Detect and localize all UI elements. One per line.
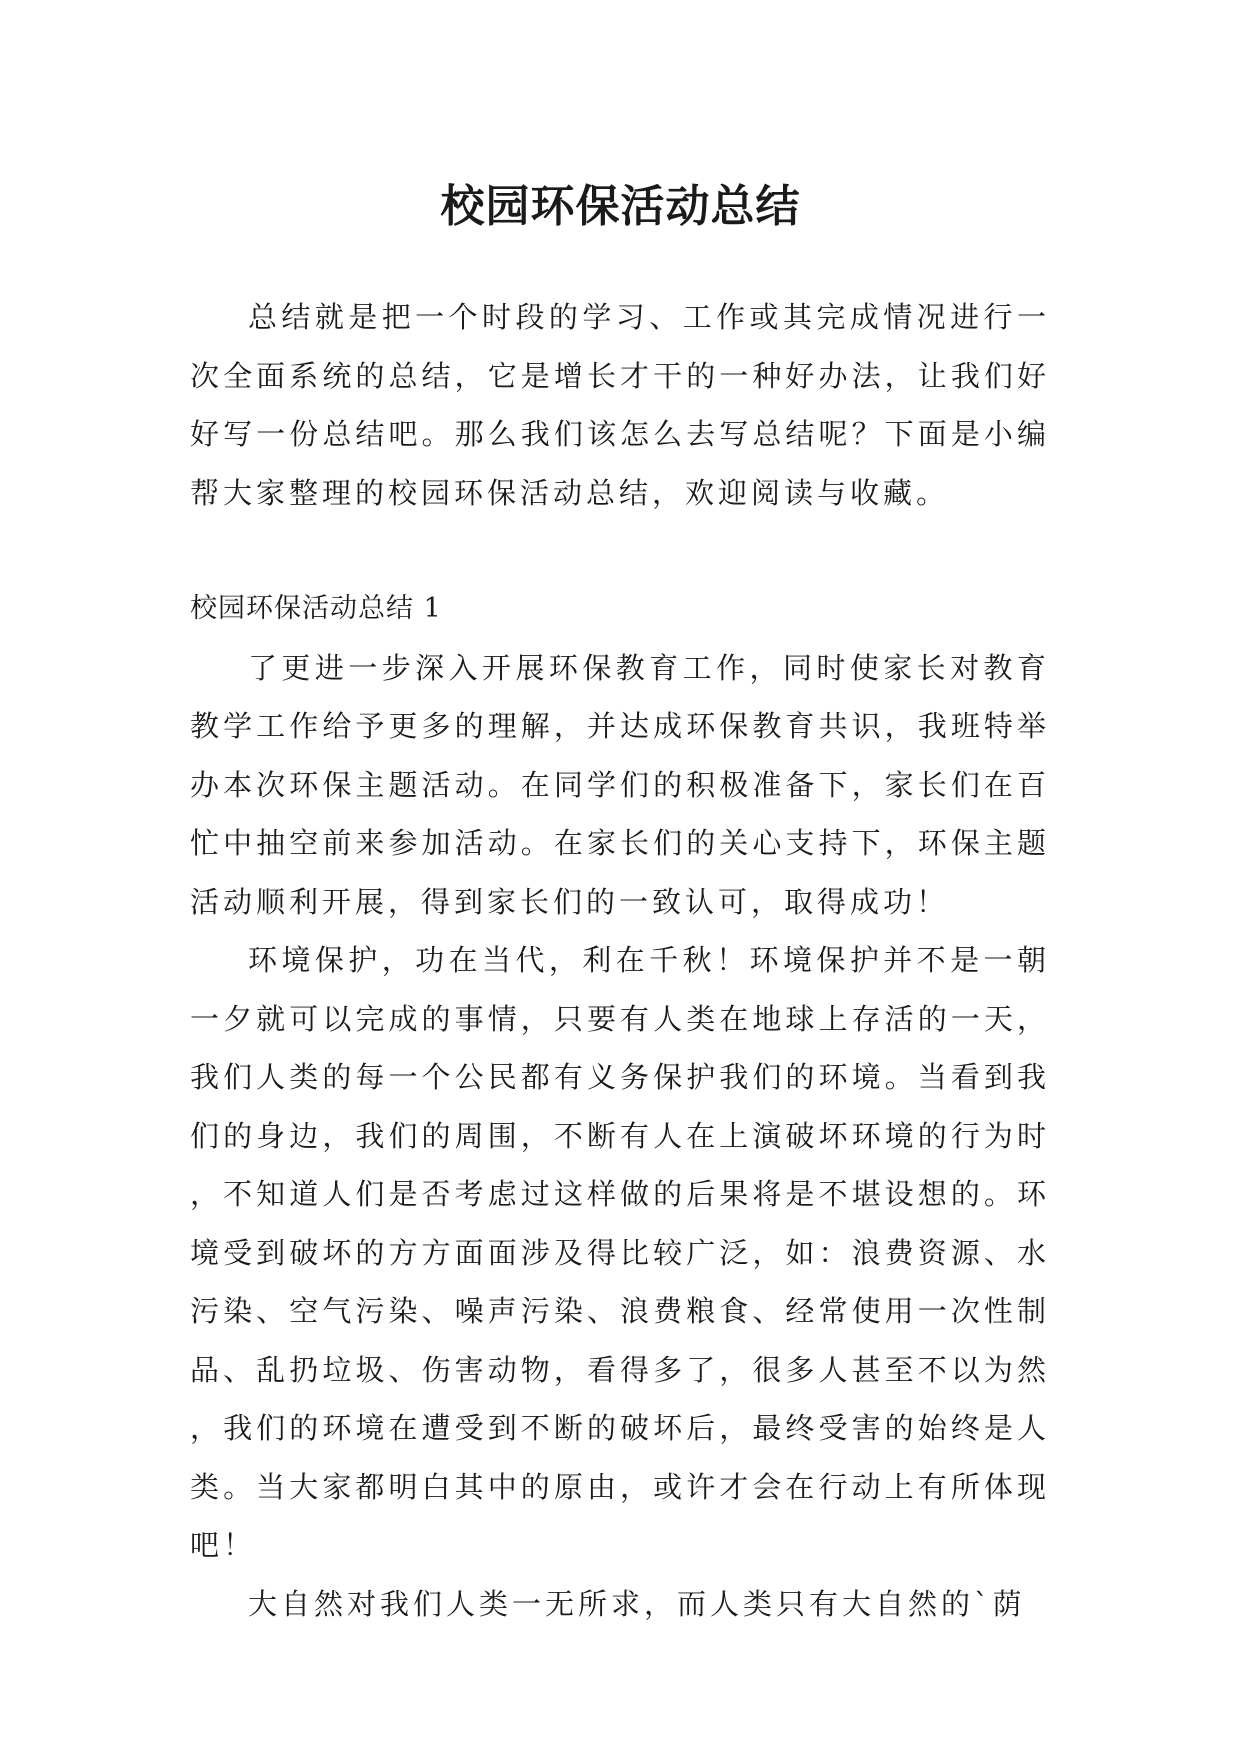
document-title: 校园环保活动总结 [440, 181, 801, 233]
section-paragraph-1: 了更进一步深入开展环保教育工作，同时使家长对教育教学工作给予更多的理解，并达成环保教育共识，我班特举办本次环保主题活动。在同学们的积极准备下，家长们在百忙中抽空前来参加活动。在家长们的关心支持下，环保主题活动顺利开展，得到家长们的一致认可，取得成功！ [190, 650, 1050, 919]
section-paragraph-2: 环境保护，功在当代，利在千秋！环境保护并不是一朝一夕就可以完成的事情，只要有人类在地球上存活的一天，我们人类的每一个公民都有义务保护我们的环境。当看到我们的身边，我们的周围，不断有人在上演破坏环境的行为时，不知道人们是否考虑过这样做的后果将是不堪设想的。环境受到破坏的方方面面涉及得比较广泛，如：浪费资源、水污染、空气污染、噪声污染、浪费粮食、经常使用一次性制品、乱扔垃圾、伤害动物，看得多了，很多人甚至不以为然，我们的环境在遭受到不断的破坏后，最终受害的始终是人类。当大家都明白其中的原由，或许才会在行动上有所体现吧！ [190, 943, 1050, 1562]
section-heading: 校园环保活动总结 1 [190, 593, 442, 624]
section-1 [190, 580, 1050, 1633]
section-paragraph-3: 大自然对我们人类一无所求，而人类只有大自然的`荫 [248, 1586, 1026, 1621]
intro-paragraph: 总结就是把一个时段的学习、工作或其完成情况进行一次全面系统的总结，它是增长才干的一种好办法，让我们好好写一份总结吧。那么我们该怎么去写总结呢？下面是小编帮大家整理的校园环保活动总结，欢迎阅读与收藏。 [190, 300, 1050, 510]
document-body [190, 288, 1050, 1633]
